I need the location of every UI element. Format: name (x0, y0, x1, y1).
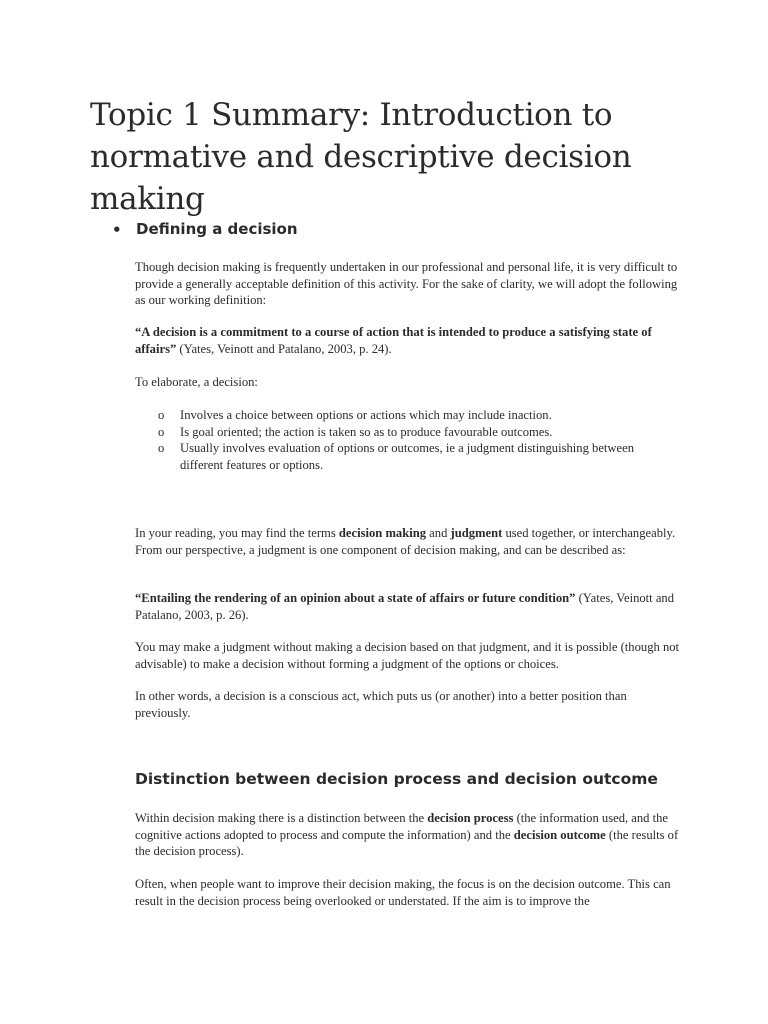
quote-text: “Entailing the rendering of an opinion about a state of affairs or future condition” (135, 591, 576, 605)
term-decision-outcome: decision outcome (513, 827, 606, 842)
list-item (158, 407, 678, 424)
paragraph-judgment-without-decision: You may make a judgment without making a decision based on that judgment, and it is possible (though not advisable) to make a decision without forming a judgment of the options or choices. (135, 640, 680, 671)
decision-characteristics-list (158, 407, 678, 473)
text-run: used together, or interchangeably. From our perspective, a judgment is one component of decision making, and can be described as: (135, 526, 676, 557)
text-run: Within decision making there is a distinction between the (135, 811, 428, 825)
list-item-text: Involves a choice between options or actions which may include inaction. (180, 408, 552, 422)
list-item-text: Usually involves evaluation of options or outcomes, ie a judgment distinguishing between different features or options. (180, 441, 635, 472)
section-heading-text: Defining a decision (136, 220, 298, 238)
page-title: Topic 1 Summary: Introduction to normative and descriptive decision making (90, 97, 632, 217)
text-run: (the information used, and the cognitive actions adopted to process and compute the information) and the (135, 811, 669, 842)
list-marker: o (158, 424, 165, 439)
list-item (158, 440, 678, 473)
list-item-text: Is goal oriented; the action is taken so as to produce favourable outcomes. (180, 424, 553, 439)
term-judgment: judgment (450, 526, 503, 540)
paragraph-elaborate: To elaborate, a decision: (135, 375, 258, 389)
bullet-marker: • (112, 221, 122, 239)
list-marker: o (158, 441, 165, 455)
quote-citation: (Yates, Veinott and Patalano, 2003, p. 26). (135, 591, 675, 622)
text-run: In your reading, you may find the terms (135, 526, 339, 540)
text-run: (the results of the decision process). (135, 827, 679, 858)
quote-judgment (135, 590, 680, 623)
text-run: and (426, 526, 451, 540)
paragraph-focus-outcome: Often, when people want to improve their decision making, the focus is on the decision outcome. This can result in the decision process being overlooked or understated. If the aim is to improve the (135, 877, 671, 908)
list-marker: o (158, 408, 165, 422)
quote-text: “A decision is a commitment to a course of action that is intended to produce a satisfying state of affairs” (135, 325, 652, 356)
term-decision-process: decision process (427, 811, 514, 825)
list-item (158, 424, 678, 441)
paragraph-conscious-act: In other words, a decision is a conscious act, which puts us (or another) into a better position than previously. (135, 689, 627, 720)
quote-citation: (Yates, Veinott and Patalano, 2003, p. 24). (176, 341, 392, 356)
term-decision-making: decision making (338, 526, 427, 540)
section-heading-process-outcome: Distinction between decision process and decision outcome (135, 770, 658, 788)
paragraph-process-outcome (135, 810, 680, 860)
quote-definition (135, 324, 680, 357)
paragraph-intro: Though decision making is frequently undertaken in our professional and personal life, it is very difficult to provide a generally acceptable definition of this activity. For the sake of clarity, we will adopt the following as our working definition: (135, 260, 678, 307)
paragraph-judgment-terms (135, 525, 680, 558)
